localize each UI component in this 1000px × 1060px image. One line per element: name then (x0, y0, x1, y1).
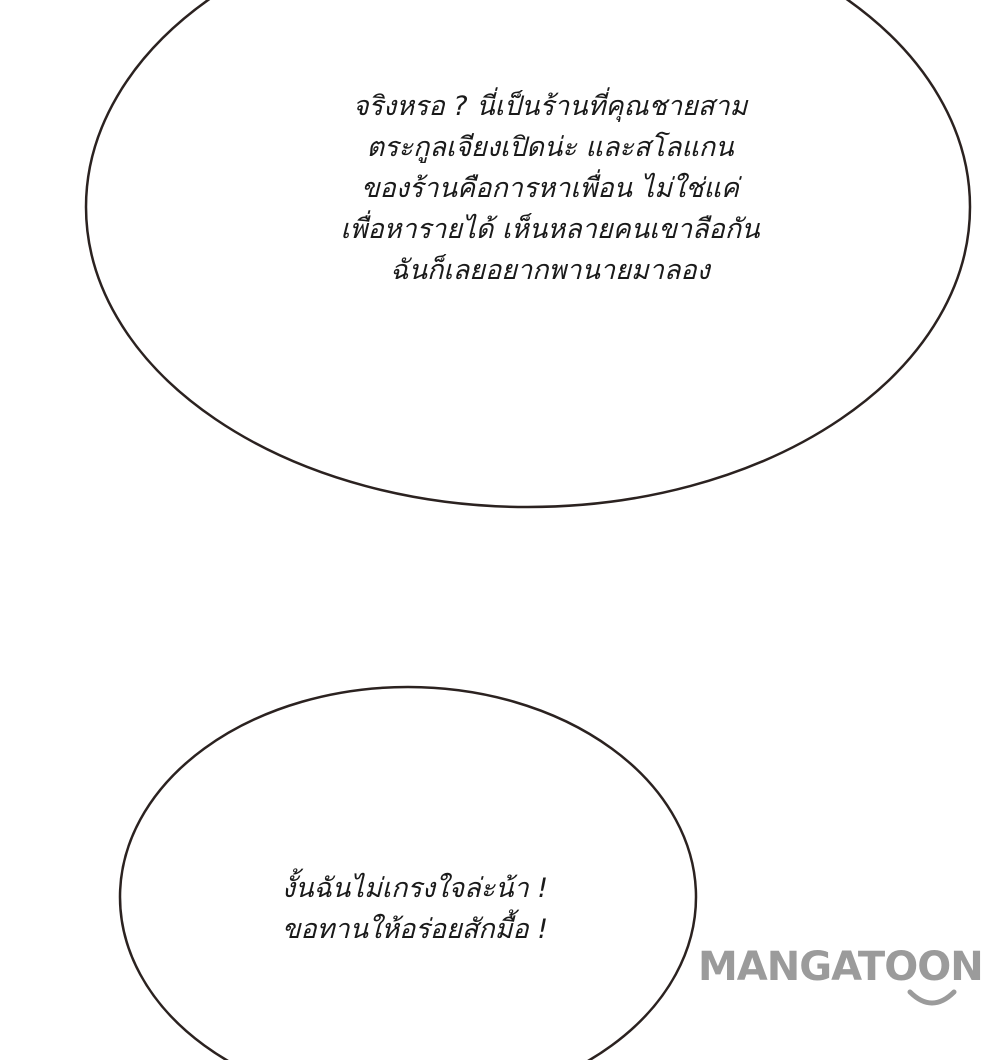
bubble-1-line-5: ฉันก็เลยอยากพานายมาลอง (390, 255, 710, 287)
bubble-2-line-1: งั้นฉันไม่เกรงใจล่ะน้า ! (281, 873, 549, 904)
watermark-text: MANGATOON (698, 944, 983, 990)
mangatoon-watermark (698, 944, 1000, 1014)
bubble-1-line-3: ของร้านคือการหาเพื่อน ไม่ใช่แค่ (361, 173, 739, 205)
smile-icon (904, 988, 960, 1008)
bubble-1-line-4: เพื่อหารายได้ เห็นหลายคนเขาลือกัน (340, 214, 760, 246)
bubble-1-line-1: จริงหรอ ? นี่เป็นร้านที่คุณชายสาม (352, 91, 748, 122)
bubble-1-line-2: ตระกูลเจียงเปิดน่ะ และสโลแกน (366, 132, 734, 164)
speech-bubble-2-text (180, 868, 650, 950)
bubble-2-line-2: ขอทานให้อร่อยสักมื้อ ! (281, 914, 549, 946)
speech-bubble-1-text (230, 86, 870, 291)
